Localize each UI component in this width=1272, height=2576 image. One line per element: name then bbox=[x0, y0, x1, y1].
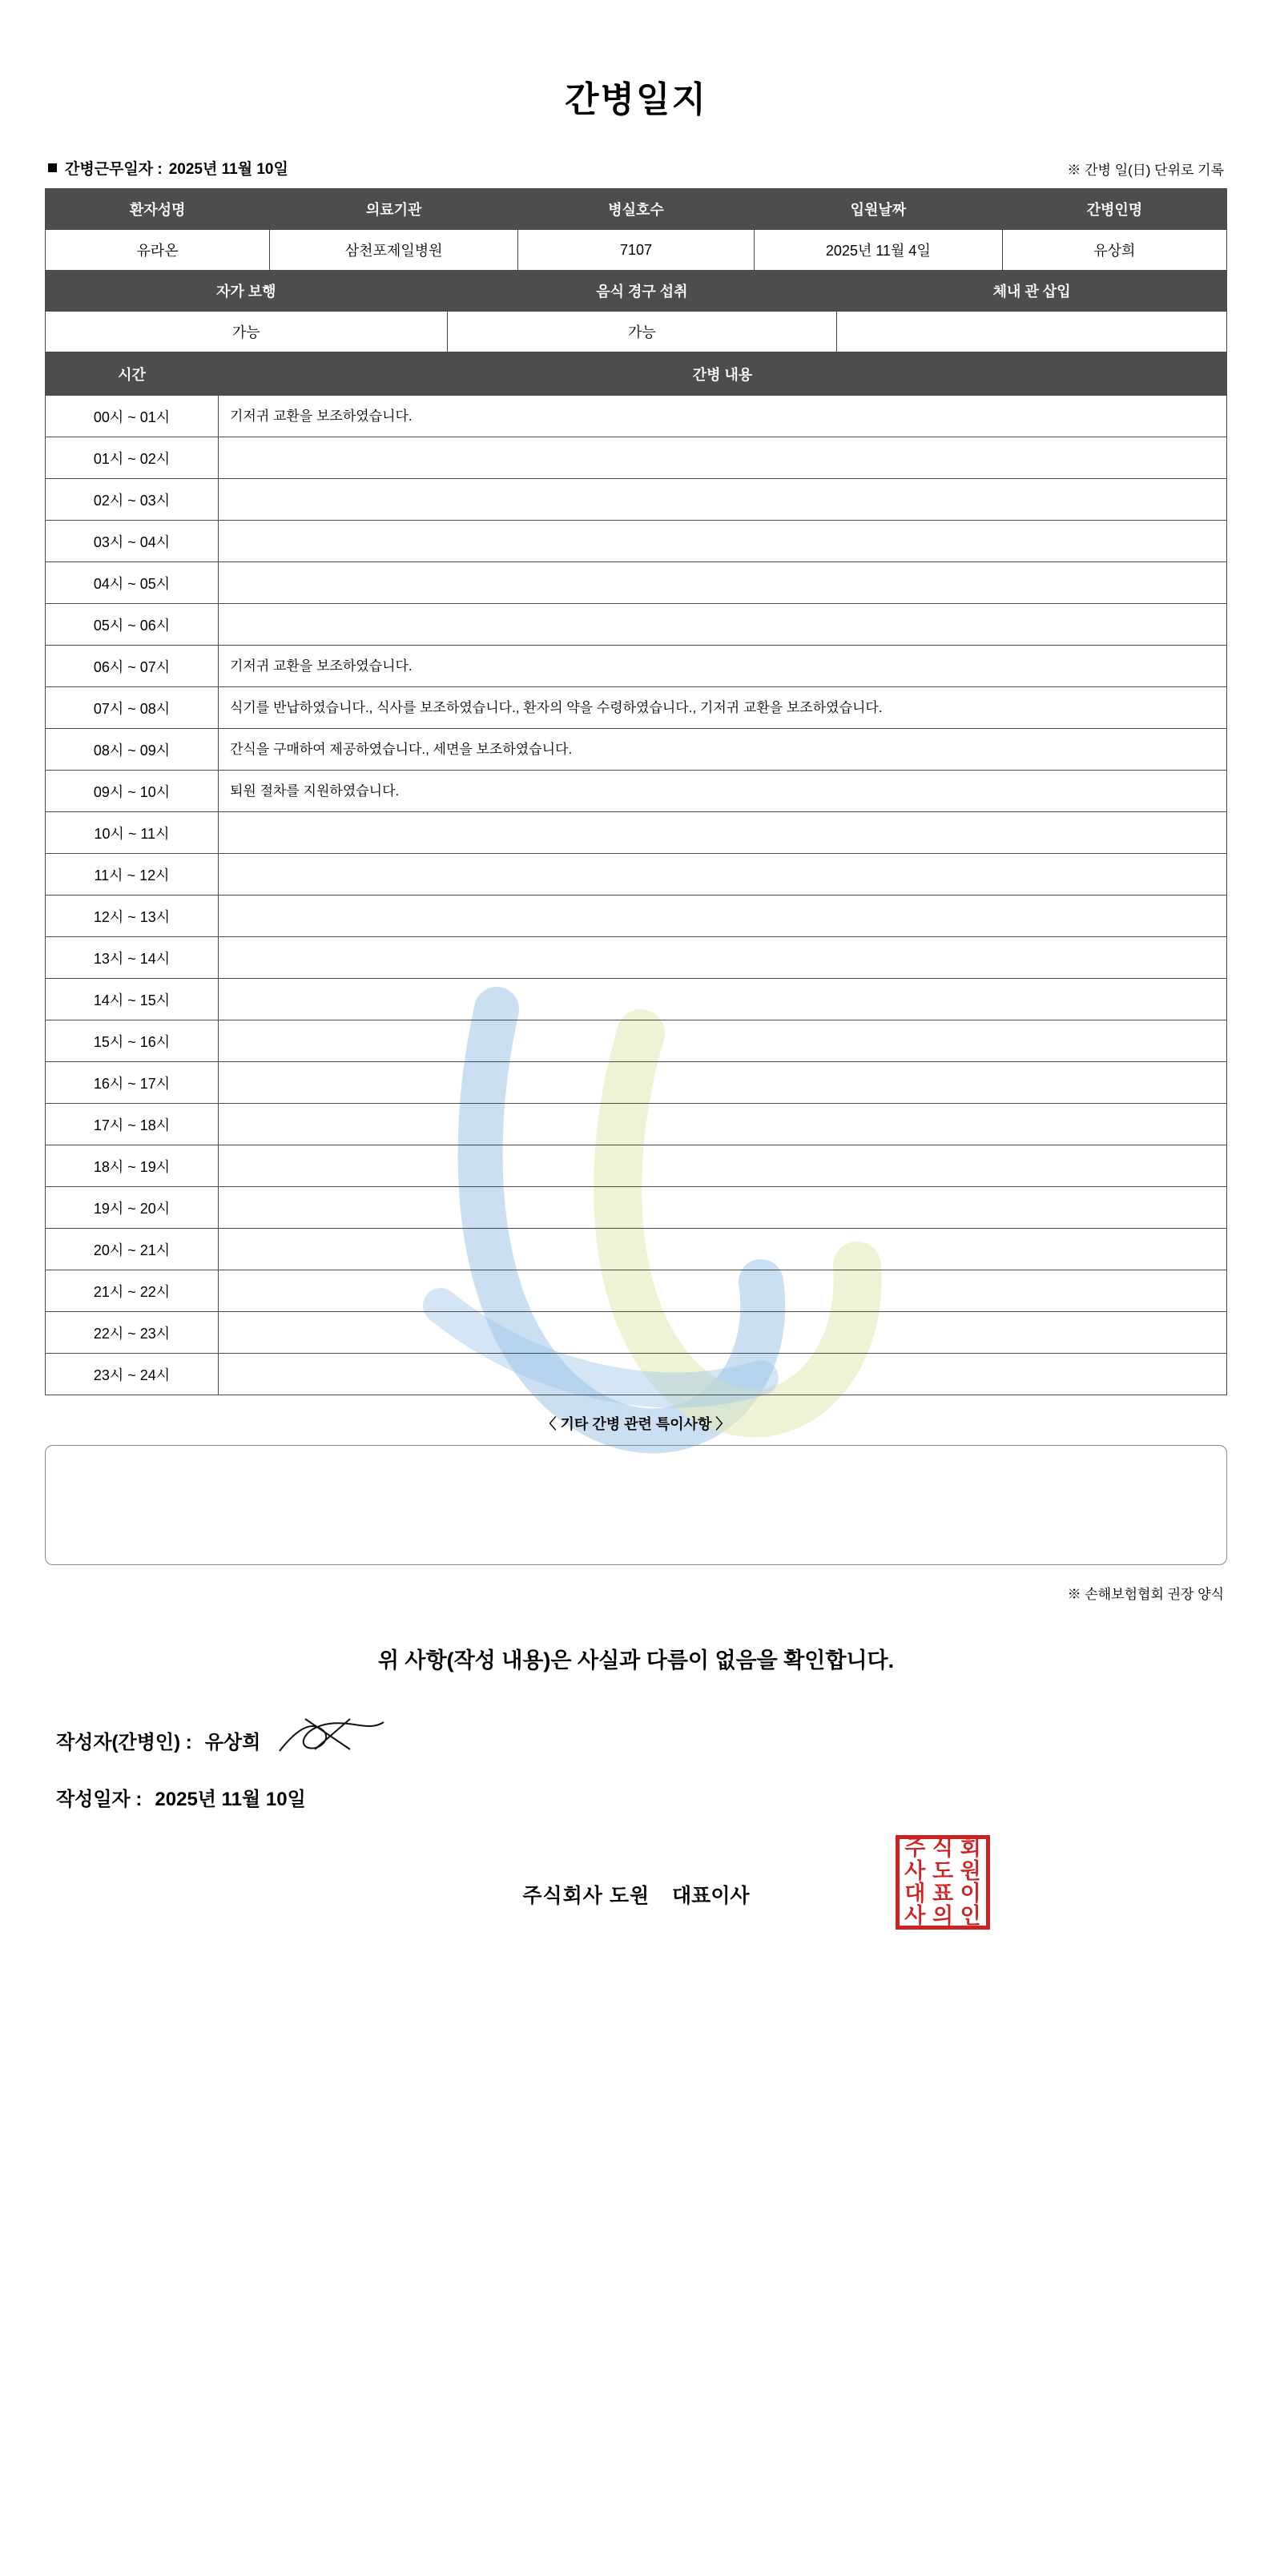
page-title: 간병일지 bbox=[564, 80, 707, 119]
value-tube-insertion bbox=[837, 312, 1227, 352]
table-row-headers bbox=[46, 271, 1227, 312]
time-slot: 17시 ~ 18시 bbox=[46, 1104, 219, 1145]
value-admission-date: 2025년 11월 4일 bbox=[755, 230, 1003, 271]
care-content[interactable] bbox=[219, 896, 1227, 937]
header-room-number: 병실호수 bbox=[518, 189, 755, 230]
table-row bbox=[46, 604, 1227, 646]
time-slot: 03시 ~ 04시 bbox=[46, 521, 219, 562]
table-row bbox=[46, 479, 1227, 521]
care-content[interactable] bbox=[219, 1062, 1227, 1104]
work-date-label: 간병근무일자 : bbox=[65, 161, 163, 178]
value-self-ambulation: 가능 bbox=[46, 312, 448, 352]
value-patient-name: 유라온 bbox=[46, 230, 270, 271]
table-row bbox=[46, 1020, 1227, 1062]
time-slot: 21시 ~ 22시 bbox=[46, 1270, 219, 1312]
time-slot: 22시 ~ 23시 bbox=[46, 1312, 219, 1354]
header-caregiver-name: 간병인명 bbox=[1002, 189, 1226, 230]
time-slot: 07시 ~ 08시 bbox=[46, 687, 219, 729]
stamp-char: 사 bbox=[904, 1904, 926, 1929]
time-slot: 11시 ~ 12시 bbox=[46, 854, 219, 896]
special-notes-title: 〈 기타 간병 관련 특이사항 〉 bbox=[541, 1416, 731, 1432]
table-row bbox=[46, 687, 1227, 729]
care-content[interactable] bbox=[219, 1104, 1227, 1145]
care-content[interactable] bbox=[219, 521, 1227, 562]
table-row bbox=[46, 812, 1227, 854]
time-slot: 02시 ~ 03시 bbox=[46, 479, 219, 521]
value-hospital: 삼천포제일병원 bbox=[270, 230, 518, 271]
table-row bbox=[46, 646, 1227, 687]
header-time: 시간 bbox=[46, 352, 219, 396]
care-content[interactable]: 식기를 반납하였습니다., 식사를 보조하였습니다., 환자의 약을 수령하였습니다., 기저귀 교환을 보조하였습니다. bbox=[219, 687, 1227, 729]
care-content[interactable]: 기저귀 교환을 보조하였습니다. bbox=[219, 646, 1227, 687]
table-row bbox=[46, 396, 1227, 437]
date-value: 2025년 11월 10일 bbox=[155, 1789, 306, 1810]
header-care-content: 간병 내용 bbox=[219, 352, 1227, 396]
header-patient-name: 환자성명 bbox=[46, 189, 270, 230]
date-label: 작성일자 : bbox=[56, 1789, 143, 1810]
care-content[interactable] bbox=[219, 1187, 1227, 1229]
header-tube-insertion: 체내 관 삽입 bbox=[837, 271, 1227, 312]
table-row bbox=[46, 1104, 1227, 1145]
time-slot: 01시 ~ 02시 bbox=[46, 437, 219, 479]
bullet-square-icon bbox=[48, 163, 57, 172]
time-slot: 10시 ~ 11시 bbox=[46, 812, 219, 854]
stamp-char: 원 bbox=[960, 1858, 981, 1883]
author-value: 유상희 bbox=[204, 1731, 261, 1753]
care-content[interactable]: 간식을 구매하여 제공하였습니다., 세면을 보조하였습니다. bbox=[219, 729, 1227, 771]
work-date-value: 2025년 11월 10일 bbox=[168, 161, 288, 178]
stamp-char: 사 bbox=[904, 1858, 926, 1883]
record-unit-note: ※ 간병 일(日) 단위로 기록 bbox=[1067, 163, 1224, 178]
time-slot: 13시 ~ 14시 bbox=[46, 937, 219, 979]
time-slot: 09시 ~ 10시 bbox=[46, 771, 219, 812]
patient-status-table bbox=[45, 270, 1227, 352]
stamp-char: 회 bbox=[960, 1836, 981, 1861]
care-content[interactable] bbox=[219, 1020, 1227, 1062]
care-content[interactable] bbox=[219, 979, 1227, 1020]
table-row bbox=[46, 1062, 1227, 1104]
special-notes-box[interactable] bbox=[45, 1445, 1227, 1565]
header-admission-date: 입원날짜 bbox=[755, 189, 1003, 230]
value-oral-intake: 가능 bbox=[447, 312, 837, 352]
patient-info-table bbox=[45, 188, 1227, 271]
table-row bbox=[46, 1229, 1227, 1270]
stamp-char: 이 bbox=[960, 1882, 981, 1906]
time-slot: 19시 ~ 20시 bbox=[46, 1187, 219, 1229]
time-slot: 18시 ~ 19시 bbox=[46, 1145, 219, 1187]
table-row bbox=[46, 854, 1227, 896]
time-slot: 08시 ~ 09시 bbox=[46, 729, 219, 771]
company-line bbox=[45, 1821, 1227, 1929]
association-note: ※ 손해보험협회 권장 양식 bbox=[1067, 1587, 1224, 1602]
table-row-headers bbox=[46, 352, 1227, 396]
care-content[interactable] bbox=[219, 812, 1227, 854]
table-row bbox=[46, 937, 1227, 979]
stamp-char: 주 bbox=[904, 1836, 926, 1861]
time-slot: 00시 ~ 01시 bbox=[46, 396, 219, 437]
hourly-log-table bbox=[45, 352, 1227, 1395]
table-row bbox=[46, 1312, 1227, 1354]
care-content[interactable] bbox=[219, 479, 1227, 521]
stamp-char: 대 bbox=[904, 1882, 926, 1906]
care-content[interactable] bbox=[219, 1354, 1227, 1395]
table-row-headers bbox=[46, 189, 1227, 230]
value-caregiver-name: 유상희 bbox=[1002, 230, 1226, 271]
stamp-char: 의 bbox=[932, 1904, 954, 1929]
table-row bbox=[46, 771, 1227, 812]
author-date-line bbox=[45, 1773, 1227, 1821]
work-date bbox=[48, 157, 288, 179]
table-row bbox=[46, 521, 1227, 562]
table-row bbox=[46, 1187, 1227, 1229]
time-slot: 16시 ~ 17시 bbox=[46, 1062, 219, 1104]
time-slot: 23시 ~ 24시 bbox=[46, 1354, 219, 1395]
header-hospital: 의료기관 bbox=[270, 189, 518, 230]
care-content[interactable] bbox=[219, 1145, 1227, 1187]
care-content[interactable] bbox=[219, 1312, 1227, 1354]
time-slot: 15시 ~ 16시 bbox=[46, 1020, 219, 1062]
handwritten-signature bbox=[273, 1713, 393, 1761]
table-row bbox=[46, 729, 1227, 771]
stamp-char: 표 bbox=[932, 1882, 954, 1906]
table-row-values bbox=[46, 230, 1227, 271]
header-self-ambulation: 자가 보행 bbox=[46, 271, 448, 312]
table-row bbox=[46, 437, 1227, 479]
stamp-char: 도 bbox=[932, 1858, 954, 1883]
meta-row bbox=[45, 157, 1227, 188]
time-slot: 06시 ~ 07시 bbox=[46, 646, 219, 687]
table-row bbox=[46, 1270, 1227, 1312]
author-signature-line bbox=[45, 1706, 1227, 1773]
care-content[interactable] bbox=[219, 937, 1227, 979]
care-content[interactable]: 기저귀 교환을 보조하였습니다. bbox=[219, 396, 1227, 437]
stamp-char: 인 bbox=[960, 1904, 981, 1929]
company-role: 대표이사 bbox=[672, 1885, 750, 1907]
table-row-values bbox=[46, 312, 1227, 352]
care-content[interactable] bbox=[219, 1229, 1227, 1270]
header-oral-intake: 음식 경구 섭취 bbox=[447, 271, 837, 312]
time-slot: 12시 ~ 13시 bbox=[46, 896, 219, 937]
company-name: 주식회사 도원 bbox=[522, 1885, 650, 1907]
table-row bbox=[46, 896, 1227, 937]
table-row bbox=[46, 1354, 1227, 1395]
care-content[interactable] bbox=[219, 562, 1227, 604]
care-content[interactable] bbox=[219, 437, 1227, 479]
table-row bbox=[46, 1145, 1227, 1187]
time-slot: 14시 ~ 15시 bbox=[46, 979, 219, 1020]
time-slot: 05시 ~ 06시 bbox=[46, 604, 219, 646]
value-room-number: 7107 bbox=[518, 230, 755, 271]
care-content[interactable] bbox=[219, 1270, 1227, 1312]
stamp-char: 식 bbox=[932, 1836, 954, 1861]
table-row bbox=[46, 562, 1227, 604]
table-row bbox=[46, 979, 1227, 1020]
confirmation-statement: 위 사항(작성 내용)은 사실과 다름이 없음을 확인합니다. bbox=[377, 1648, 895, 1672]
time-slot: 04시 ~ 05시 bbox=[46, 562, 219, 604]
time-slot: 20시 ~ 21시 bbox=[46, 1229, 219, 1270]
care-content[interactable] bbox=[219, 854, 1227, 896]
author-label: 작성자(간병인) : bbox=[56, 1731, 192, 1753]
care-content[interactable] bbox=[219, 604, 1227, 646]
care-content[interactable]: 퇴원 절차를 지원하였습니다. bbox=[219, 771, 1227, 812]
company-seal-stamp bbox=[896, 1835, 990, 1930]
